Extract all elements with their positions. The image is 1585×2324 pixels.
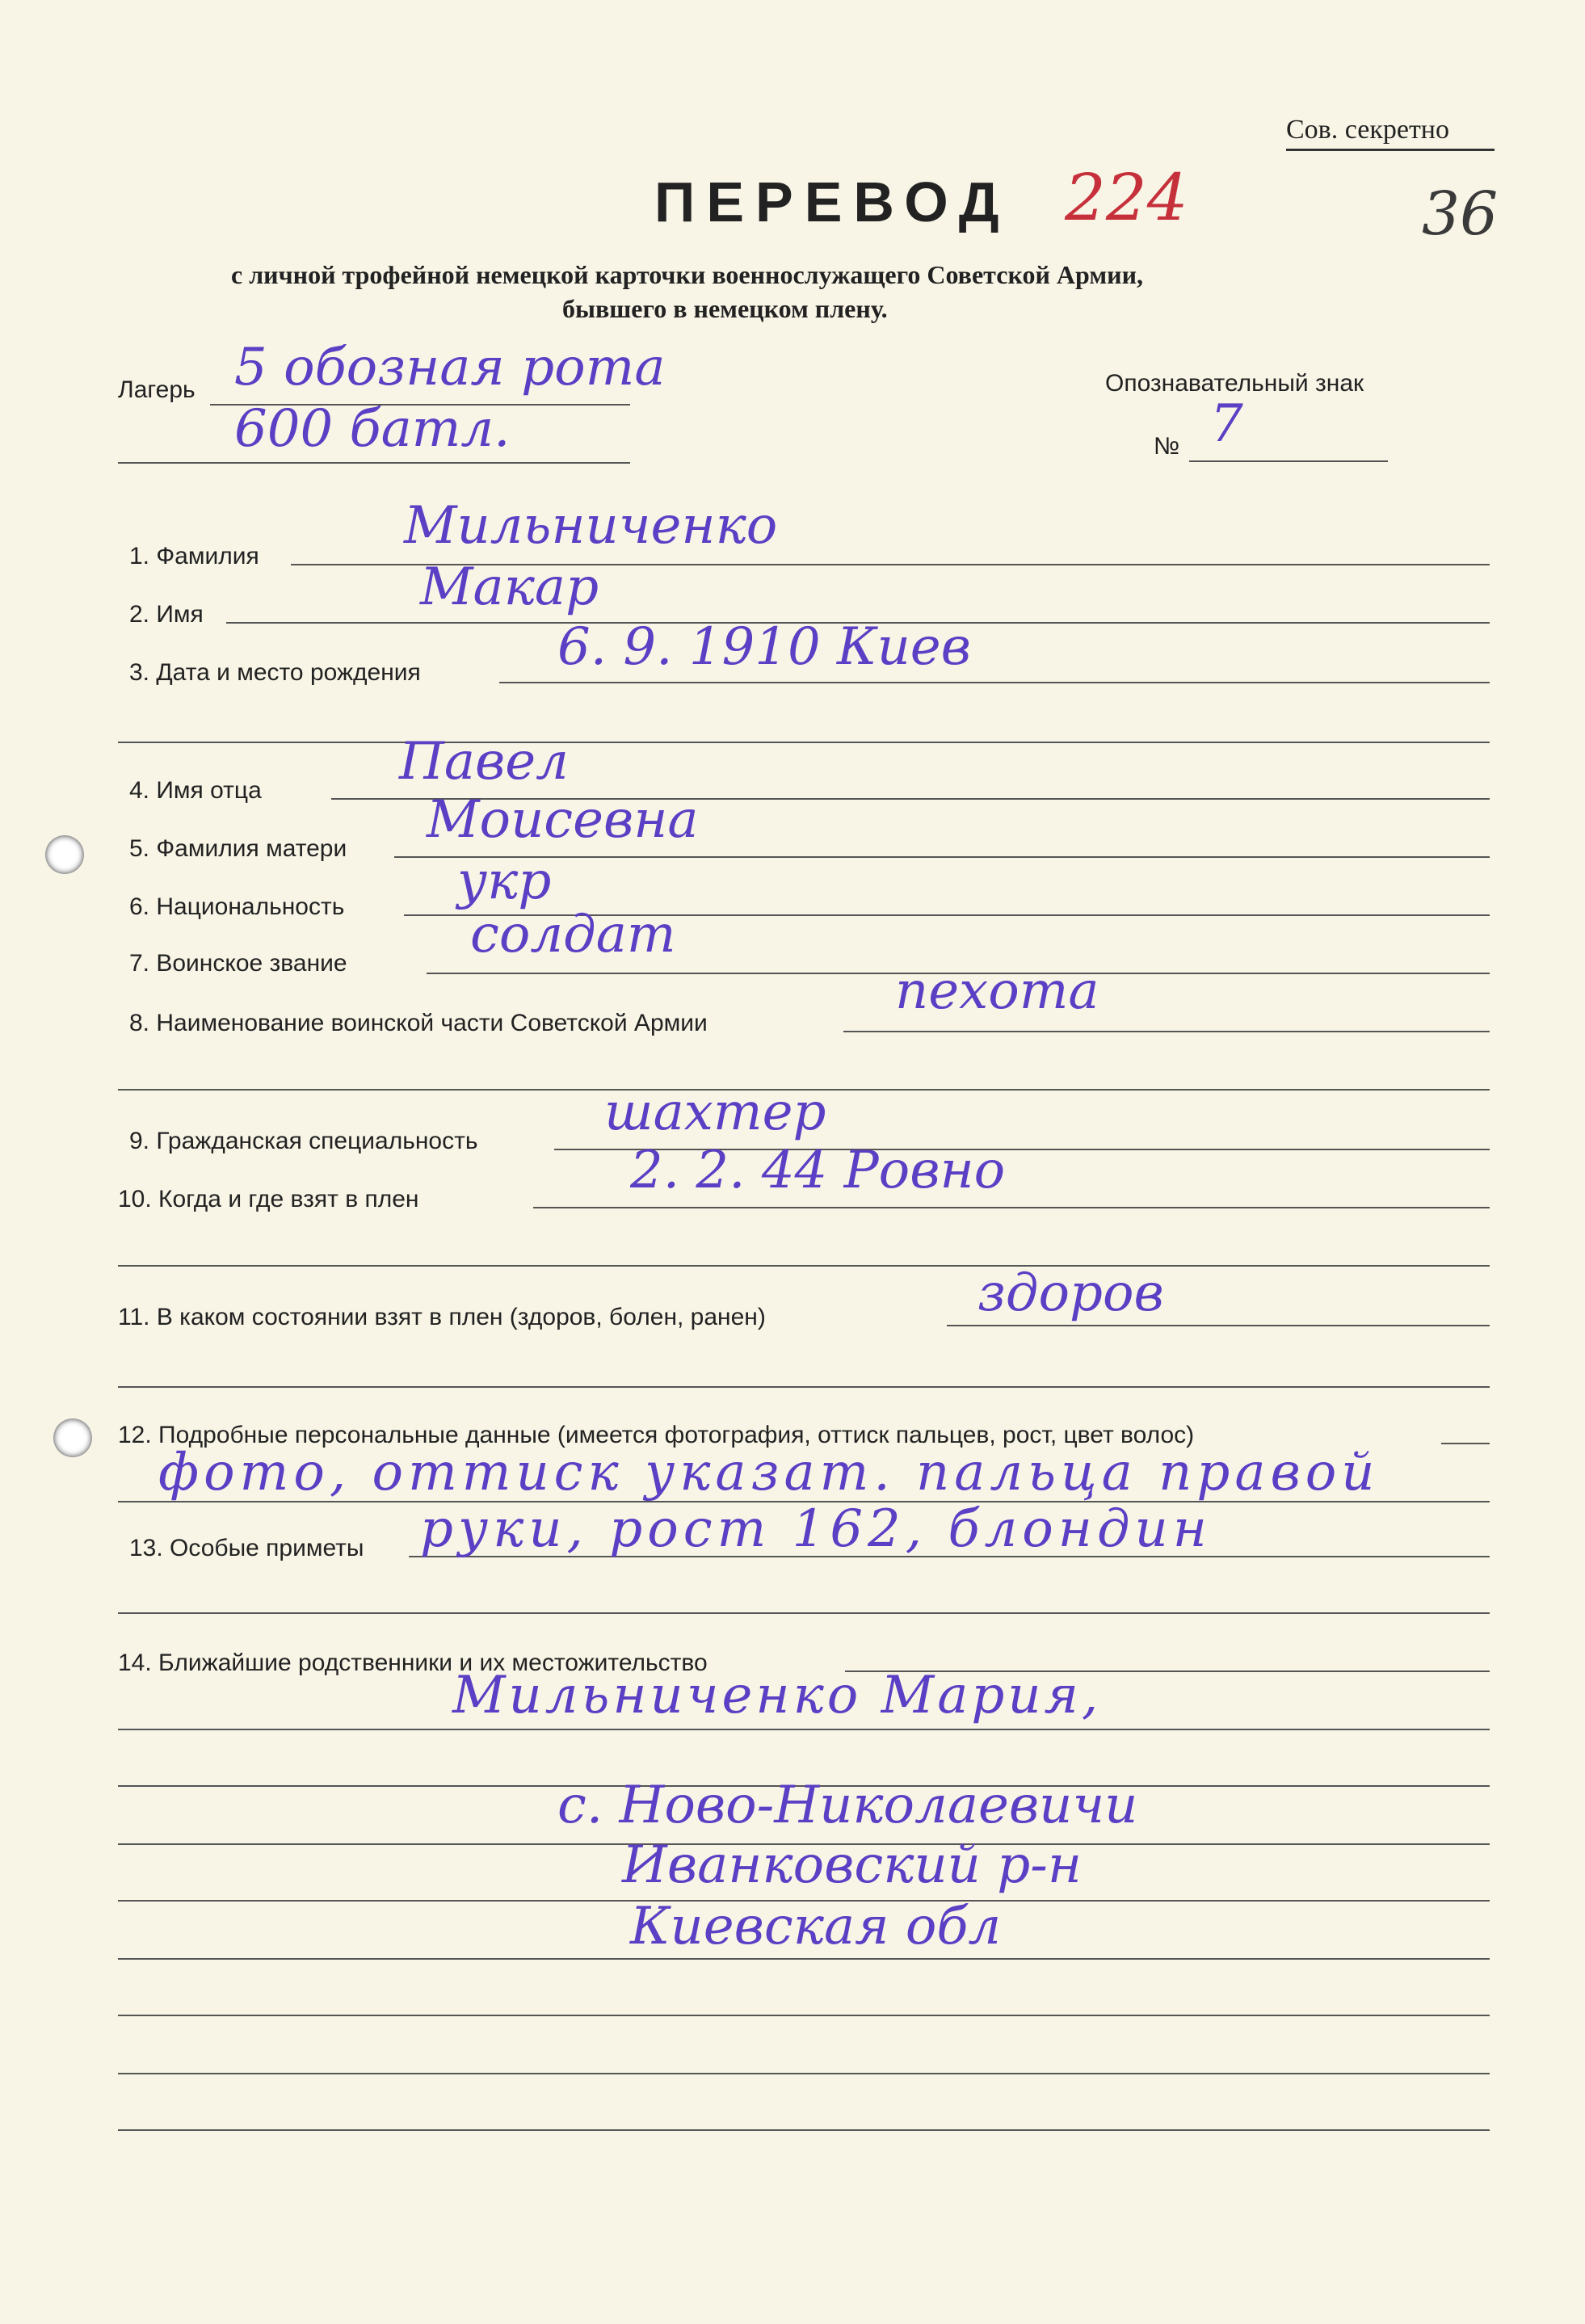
field-6-value: укр — [457, 851, 552, 911]
camp-label: Лагерь — [118, 376, 195, 403]
tag-value: 7 — [1210, 394, 1243, 454]
field-14-line-8 — [118, 2073, 1490, 2074]
field-11-line-2 — [118, 1386, 1490, 1388]
field-14-value-3: Иванковский р-н — [622, 1835, 1082, 1895]
field-14-value-4: Киевская обл — [630, 1897, 1002, 1956]
field-13-line-2 — [118, 1612, 1490, 1614]
field-8-line — [843, 1031, 1490, 1032]
field-11-label: 11. В каком состоянии взят в плен (здоров, болен, ранен) — [118, 1304, 766, 1330]
classification-stamp: Сов. секретно — [1286, 115, 1449, 145]
field-9-label: 9. Гражданская специальность — [129, 1128, 478, 1154]
field-10-value: 2. 2. 44 Ровно — [630, 1141, 1006, 1200]
field-14-value-2: с. Ново-Николаевичи — [557, 1776, 1138, 1835]
red-handwritten-number: 224 — [1065, 160, 1188, 235]
field-14-label: 14. Ближайшие родственники и их местожительство — [118, 1649, 708, 1676]
camp-value-1: 5 обозная рота — [234, 338, 666, 397]
field-9-value: шахтер — [604, 1082, 826, 1142]
field-7-value: солдат — [470, 905, 676, 964]
classification-underline — [1286, 149, 1495, 151]
field-13-value: руки, рост 162, блондин — [420, 1499, 1212, 1559]
subtitle-line-1: с личной трофейной немецкой карточки военнослужащего Советской Армии, — [231, 260, 1144, 289]
field-14-value-1: Мильниченко Мария, — [452, 1666, 1102, 1725]
field-5-label: 5. Фамилия матери — [129, 835, 347, 862]
field-11-line — [947, 1325, 1490, 1326]
camp-value-2: 600 батл. — [234, 399, 511, 459]
field-2-value: Макар — [420, 557, 599, 617]
punch-hole-bottom — [53, 1418, 92, 1457]
field-7-label: 7. Воинское звание — [129, 950, 347, 977]
field-14-line-2 — [118, 1729, 1490, 1730]
field-6-label: 6. Национальность — [129, 893, 345, 920]
field-5-value: Моисевна — [427, 790, 699, 850]
camp-line-2 — [118, 462, 630, 464]
field-10-line — [533, 1207, 1490, 1208]
field-12-value: фото, оттиск указат. пальца правой — [158, 1443, 1380, 1502]
field-14-line-6 — [118, 1958, 1490, 1960]
field-10-label: 10. Когда и где взят в плен — [118, 1186, 419, 1212]
field-14-line-7 — [118, 2015, 1490, 2016]
field-12-label: 12. Подробные персональные данные (имеется фотография, оттиск пальцев, рост, цвет волос) — [118, 1422, 1195, 1448]
field-2-label: 2. Имя — [129, 601, 204, 628]
field-3-value: 6. 9. 1910 Киев — [557, 617, 971, 677]
field-12-line — [1441, 1443, 1490, 1444]
field-14-line-9 — [118, 2129, 1490, 2131]
tag-line — [1189, 460, 1388, 462]
punch-hole-top — [45, 835, 84, 874]
field-4-value: Павел — [399, 732, 569, 792]
pencil-number: 36 — [1422, 179, 1499, 249]
field-8-value: пехота — [895, 961, 1099, 1021]
tag-no-label: № — [1154, 433, 1180, 460]
field-8-label: 8. Наименование воинской части Советской Армии — [129, 1010, 708, 1036]
field-3-line — [499, 682, 1490, 683]
document-title: ПЕРЕВОД — [654, 170, 1011, 233]
field-3-label: 3. Дата и место рождения — [129, 659, 421, 686]
tag-label: Опознавательный знак — [1105, 370, 1364, 397]
field-3-line-2 — [118, 742, 1490, 743]
field-1-value: Мильниченко — [404, 496, 778, 556]
field-1-label: 1. Фамилия — [129, 543, 259, 569]
field-11-value: здоров — [977, 1263, 1164, 1323]
subtitle-line-2: бывшего в немецком плену. — [562, 294, 888, 323]
field-10-line-2 — [118, 1265, 1490, 1267]
field-5-line — [394, 856, 1490, 858]
field-13-label: 13. Особые приметы — [129, 1535, 364, 1561]
field-4-label: 4. Имя отца — [129, 777, 262, 804]
